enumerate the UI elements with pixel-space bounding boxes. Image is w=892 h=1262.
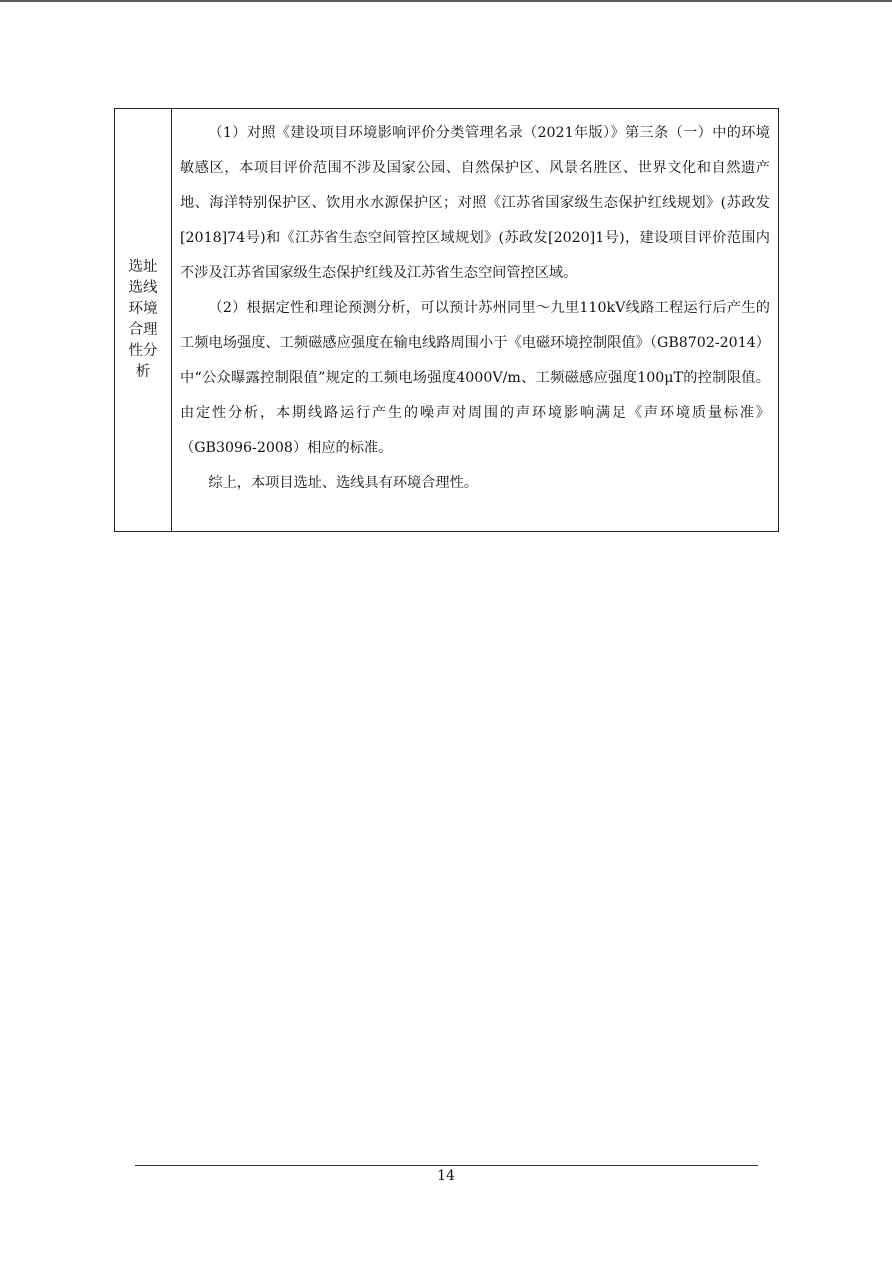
content-cell <box>172 109 778 531</box>
paragraph-conclusion: 综上，本项目选址、选线具有环境合理性。 <box>208 475 478 491</box>
analysis-table <box>114 108 779 532</box>
paragraph-ecological-sensitivity: （1）对照《建设项目环境影响评价分类管理名录（2021年版）》第三条（一）中的环境敏感区，本项目评价范围不涉及国家公园、自然保护区、风景名胜区、世界文化和自然遗产地、海洋特别保护区、饮用水水源保护区；对照《江苏省国家级生态保护红线规划》(苏政发[2018]74号)和《江苏省生态空间管控区域规划》(苏政发[2020]1号)，建设项目评价范围内不涉及江苏省国家级生态保护红线及江苏省生态空间管控区域。 <box>180 125 770 281</box>
page-number: 14 <box>437 1168 455 1184</box>
footer-divider <box>135 1165 758 1166</box>
page-top-border <box>0 0 892 2</box>
row-label-cell <box>115 109 172 531</box>
row-label: 选址选线环境合理性分析 <box>128 259 158 380</box>
paragraph-electromagnetic-noise: （2）根据定性和理论预测分析，可以预计苏州同里～九里110kV线路工程运行后产生的工频电场强度、工频磁感应强度在输电线路周围小于《电磁环境控制限值》（GB8702-2014）中“公众曝露控制限值”规定的工频电场强度4000V/m、工频磁感应强度100μT的控制限值。由定性分析，本期线路运行产生的噪声对周围的声环境影响满足《声环境质量标准》（GB3096-2008）相应的标准。 <box>180 300 770 456</box>
